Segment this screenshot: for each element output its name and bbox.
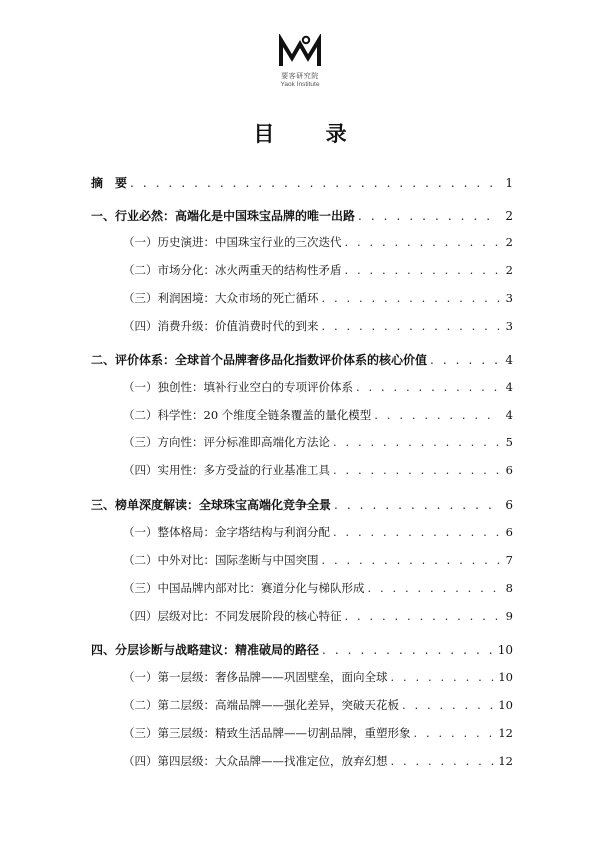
page-title: 目 录: [253, 122, 369, 146]
toc-subsection-entry[interactable]: [123, 462, 513, 480]
logo-name-en: Yaok Institute: [280, 81, 320, 88]
toc-page-number: 4: [505, 353, 513, 367]
toc-entry-title: （二）中外对比：国际垄断与中国突围: [123, 553, 319, 567]
toc-page-number: 6: [505, 525, 513, 539]
toc-subsection-entry[interactable]: [123, 407, 513, 425]
toc-subsection-entry[interactable]: [123, 669, 513, 687]
toc-page-number: 2: [505, 209, 513, 223]
toc-entry-title: （三）利润困境：大众市场的死亡循环: [123, 291, 319, 305]
toc-dot-leader: [414, 726, 496, 740]
toc-subsection-entry[interactable]: [123, 608, 513, 626]
toc-dot-leader: [374, 408, 500, 422]
toc-page-number: 2: [505, 263, 513, 277]
toc-subsection-entry[interactable]: [123, 552, 513, 570]
toc-dot-leader: [368, 581, 501, 595]
toc-page-number: 9: [505, 609, 513, 623]
toc-entry-title: （四）层级对比：不同发展阶段的核心特征: [123, 609, 342, 623]
toc-page-number: 3: [505, 319, 513, 333]
toc-entry-title: （一）历史演进：中国珠宝行业的三次迭代: [123, 235, 342, 249]
toc-page-number: 12: [498, 726, 513, 740]
toc-section-entry[interactable]: [91, 496, 513, 514]
toc-subsection-entry[interactable]: [123, 524, 513, 542]
toc-dot-leader: [333, 525, 500, 539]
toc-subsection-entry[interactable]: [123, 234, 513, 252]
toc-dot-leader: [333, 435, 500, 449]
toc-page-number: 4: [505, 380, 513, 394]
toc-page-number: 1: [505, 176, 513, 190]
toc-dot-leader: [322, 643, 495, 657]
toc-entry-title: （四）实用性：多方受益的行业基准工具: [123, 463, 330, 477]
toc-entry-title: （三）第三层级：精致生活品牌——切割品牌，重塑形象: [123, 726, 411, 740]
toc-page-number: 12: [498, 754, 513, 768]
toc-dot-leader: [345, 235, 501, 249]
toc-dot-leader: [345, 609, 501, 623]
toc-entry-title: （四）消费升级：价值消费时代的到来: [123, 319, 319, 333]
logo-name-cn: 要客研究院: [281, 72, 319, 80]
toc-page-number: 10: [497, 643, 513, 657]
toc-subsection-entry[interactable]: [123, 580, 513, 598]
toc-page-number: 2: [505, 235, 513, 249]
toc-entry-title: （一）第一层级：奢侈品牌——巩固壁垒，面向全球: [123, 670, 388, 684]
toc-entry-title: （三）方向性：评分标准即高端化方法论: [123, 435, 330, 449]
toc-entry-title: （一）独创性：填补行业空白的专项评价体系: [123, 380, 353, 394]
toc-subsection-entry[interactable]: [123, 318, 513, 336]
toc-subsection-entry[interactable]: [123, 697, 513, 715]
toc-entry-title: （一）整体格局：金字塔结构与利润分配: [123, 525, 330, 539]
toc-entry-title: （四）第四层级：大众品牌——找准定位，放弃幻想: [123, 754, 388, 768]
toc-dot-leader: [130, 176, 500, 190]
toc-page-number: 6: [505, 463, 513, 477]
toc-dot-leader: [391, 670, 496, 684]
toc-page-number: 3: [505, 291, 513, 305]
toc-dot-leader: [356, 380, 500, 394]
toc-dot-leader: [322, 319, 501, 333]
toc-dot-leader: [430, 353, 500, 367]
toc-dot-leader: [358, 209, 500, 223]
toc-dot-leader: [322, 553, 501, 567]
toc-section-entry[interactable]: [91, 351, 513, 369]
institute-logo: [0, 34, 600, 88]
toc-entry-title: （二）第二层级：高端品牌——强化差异，突破天花板: [123, 698, 399, 712]
toc-entry-title: 四、分层诊断与战略建议：精准破局的路径: [91, 643, 320, 657]
toc-page-number: 8: [505, 581, 513, 595]
yaok-logo-mark-icon: [278, 34, 322, 70]
toc-dot-leader: [391, 754, 496, 768]
toc-section-entry[interactable]: [91, 207, 513, 225]
toc-entry-title: 二、评价体系：全球首个品牌奢侈品化指数评价体系的核心价值: [91, 353, 428, 367]
toc-page-number: 6: [505, 498, 513, 512]
toc-section-entry[interactable]: [91, 174, 513, 192]
toc-page-number: 10: [498, 698, 513, 712]
toc-page-number: 4: [505, 408, 513, 422]
toc-entry-title: 摘 要: [91, 176, 128, 190]
toc-subsection-entry[interactable]: [123, 753, 513, 771]
toc-section-entry[interactable]: [91, 641, 513, 659]
toc-dot-leader: [334, 498, 500, 512]
toc-dot-leader: [345, 263, 501, 277]
toc-page-number: 7: [505, 553, 513, 567]
toc-entry-title: （三）中国品牌内部对比：赛道分化与梯队形成: [123, 581, 365, 595]
toc-subsection-entry[interactable]: [123, 725, 513, 743]
toc-dot-leader: [333, 463, 500, 477]
toc-page-number: 10: [498, 670, 513, 684]
toc-dot-leader: [402, 698, 495, 712]
toc-subsection-entry[interactable]: [123, 262, 513, 280]
toc-entry-title: 三、榜单深度解读：全球珠宝高端化竞争全景: [91, 498, 332, 512]
toc-entry-title: （二）市场分化：冰火两重天的结构性矛盾: [123, 263, 342, 277]
toc-entry-title: 一、行业必然：高端化是中国珠宝品牌的唯一出路: [91, 209, 356, 223]
toc-entry-title: （二）科学性：20 个维度全链条覆盖的量化模型: [123, 408, 372, 422]
toc-subsection-entry[interactable]: [123, 379, 513, 397]
toc-page-number: 5: [505, 435, 513, 449]
toc-subsection-entry[interactable]: [123, 290, 513, 308]
toc-subsection-entry[interactable]: [123, 434, 513, 452]
toc-dot-leader: [322, 291, 501, 305]
